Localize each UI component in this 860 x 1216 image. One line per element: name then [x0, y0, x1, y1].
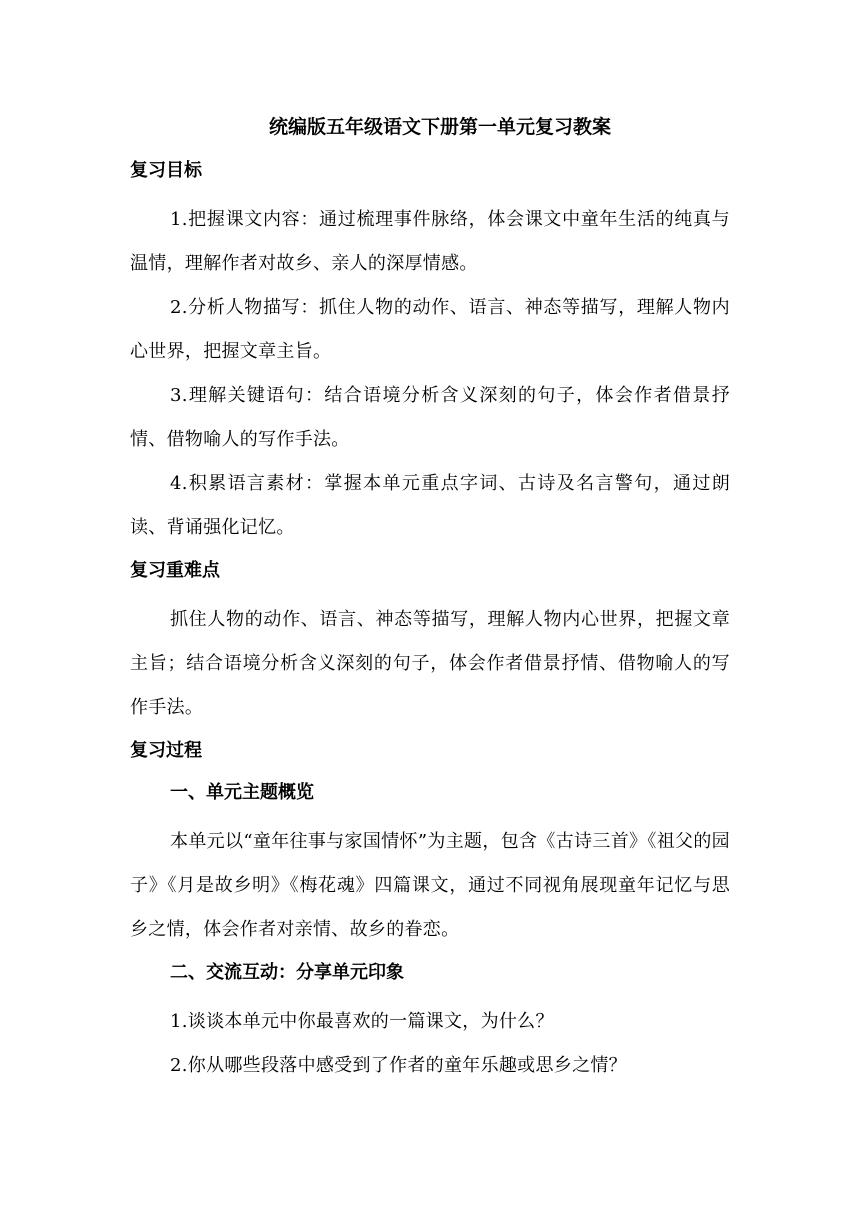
- section-heading-goals: 复习目标: [130, 160, 202, 181]
- process-question-2: 2.你从哪些段落中感受到了作者的童年乐趣或思乡之情？: [170, 1055, 627, 1076]
- key-points-paragraph: 抓住人物的动作、语言、神态等描写，理解人物内心世界，把握文章主旨；结合语境分析含义深刻的句子，体会作者借景抒情、借物喻人的写作手法。: [130, 609, 730, 718]
- goal-item-1: 1.把握课文内容：通过梳理事件脉络，体会课文中童年生活的纯真与温情，理解作者对故乡、亲人的深厚情感。: [130, 209, 730, 274]
- process-question-1: 1.谈谈本单元中你最喜欢的一篇课文，为什么？: [170, 1011, 554, 1032]
- process-part2-heading: 二、交流互动：分享单元印象: [170, 962, 404, 983]
- goal-item-2: 2.分析人物描写：抓住人物的动作、语言、神态等描写，理解人物内心世界，把握文章主旨。: [130, 297, 730, 362]
- process-part1-heading: 一、单元主题概览: [170, 782, 314, 803]
- document-title: 统编版五年级语文下册第一单元复习教案: [268, 116, 611, 138]
- process-part1-paragraph: 本单元以“童年往事与家国情怀”为主题，包含《古诗三首》《祖父的园子》《月是故乡明》《梅花魂》四篇课文，通过不同视角展现童年记忆与思乡之情，体会作者对亲情、故乡的眷恋。: [130, 831, 730, 940]
- goal-item-4: 4.积累语言素材：掌握本单元重点字词、古诗及名言警句，通过朗读、背诵强化记忆。: [130, 473, 730, 538]
- document-content: [130, 110, 730, 1088]
- section-heading-process: 复习过程: [130, 740, 202, 761]
- section-heading-key-points: 复习重难点: [130, 560, 220, 581]
- goal-item-3: 3.理解关键语句：结合语境分析含义深刻的句子，体会作者借景抒情、借物喻人的写作手法。: [130, 385, 730, 450]
